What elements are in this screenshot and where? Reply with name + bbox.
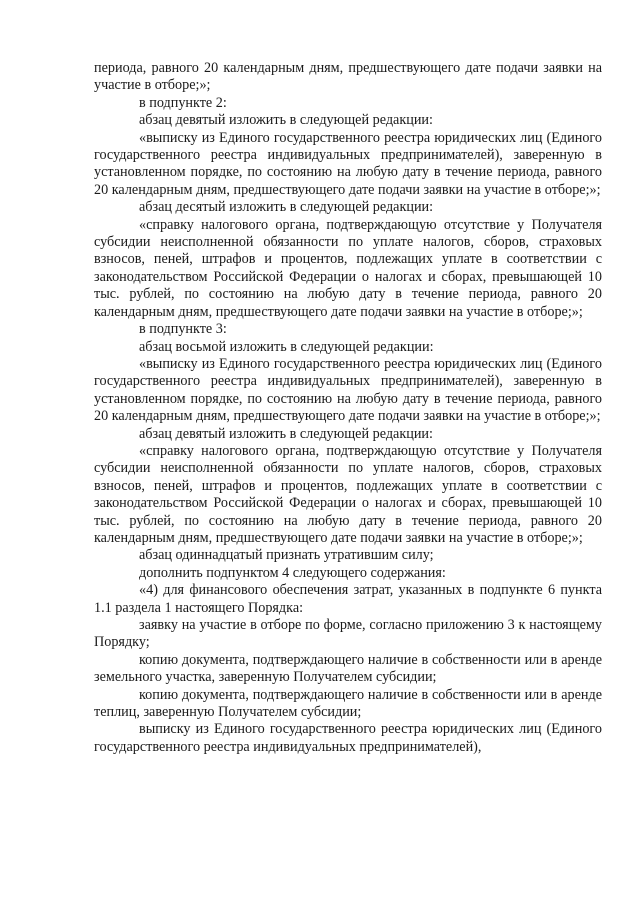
paragraph: абзац восьмой изложить в следующей редакции: xyxy=(139,338,434,355)
paragraph: дополнить подпунктом 4 следующего содержания: xyxy=(139,564,446,581)
paragraph: абзац девятый изложить в следующей редакции: xyxy=(139,112,433,129)
paragraph: копию документа, подтверждающего наличие в собственности или в аренде земельного участка, заверенную Получателем субсидии; xyxy=(94,651,602,686)
paragraph: абзац одиннадцатый признать утратившим силу; xyxy=(139,547,434,564)
paragraph: копию документа, подтверждающего наличие в собственности или в аренде теплиц, заверенную Получателем субсидии; xyxy=(94,686,602,721)
paragraph: в подпункте 3: xyxy=(139,321,227,338)
document-page xyxy=(94,60,602,756)
paragraph: «4) для финансового обеспечения затрат, указанных в подпункте 6 пункта 1.1 раздела 1 настоящего Порядка: xyxy=(94,582,602,616)
paragraph: периода, равного 20 календарным дням, предшествующего дате подачи заявки на участие в отборе;»; xyxy=(94,60,602,94)
paragraph: в подпункте 2: xyxy=(139,94,227,111)
paragraph: «выписку из Единого государственного реестра юридических лиц (Единого государственного реестра индивидуальных предпринимателей), заверенную в установленном порядке, по состоянию на любую дату в течение периода, равного 20 календарным дням, предшествующего дате подачи заявки на участие в отборе;»; xyxy=(94,129,602,198)
paragraph: «справку налогового органа, подтверждающую отсутствие у Получателя субсидии неисполненной обязанности по уплате налогов, сборов, страховых взносов, пеней, штрафов и процентов, подлежащих уплате в соответствии с законодательством Российской Федерации о налогах и сборах, превышающей 10 тыс. рублей, по состоянию на любую дату в течение периода, равного 20 календарным дням, предшествующего дате подачи заявки на участие в отборе;»; xyxy=(94,216,602,320)
paragraph: абзац десятый изложить в следующей редакции: xyxy=(139,199,434,216)
paragraph: заявку на участие в отборе по форме, согласно приложению 3 к настоящему Порядку; xyxy=(94,617,602,651)
paragraph: выписку из Единого государственного реестра юридических лиц (Единого государственного реестра индивидуальных предпринимателей), xyxy=(94,721,602,755)
paragraph: абзац девятый изложить в следующей редакции: xyxy=(139,425,433,442)
paragraph: «справку налогового органа, подтверждающую отсутствие у Получателя субсидии неисполненной обязанности по уплате налогов, сборов, страховых взносов, пеней, штрафов и процентов, подлежащих уплате в соответствии с законодательством Российской Федерации о налогах и сборах, превышающей 10 тыс. рублей, по состоянию на любую дату в течение периода, равного 20 календарным дням, предшествующего дате подачи заявки на участие в отборе;»; xyxy=(94,442,602,546)
paragraph: «выписку из Единого государственного реестра юридических лиц (Единого государственного реестра индивидуальных предпринимателей), заверенную в установленном порядке, по состоянию на любую дату в течение периода, равного 20 календарным дням, предшествующего дате подачи заявки на участие в отборе;»; xyxy=(94,355,602,425)
